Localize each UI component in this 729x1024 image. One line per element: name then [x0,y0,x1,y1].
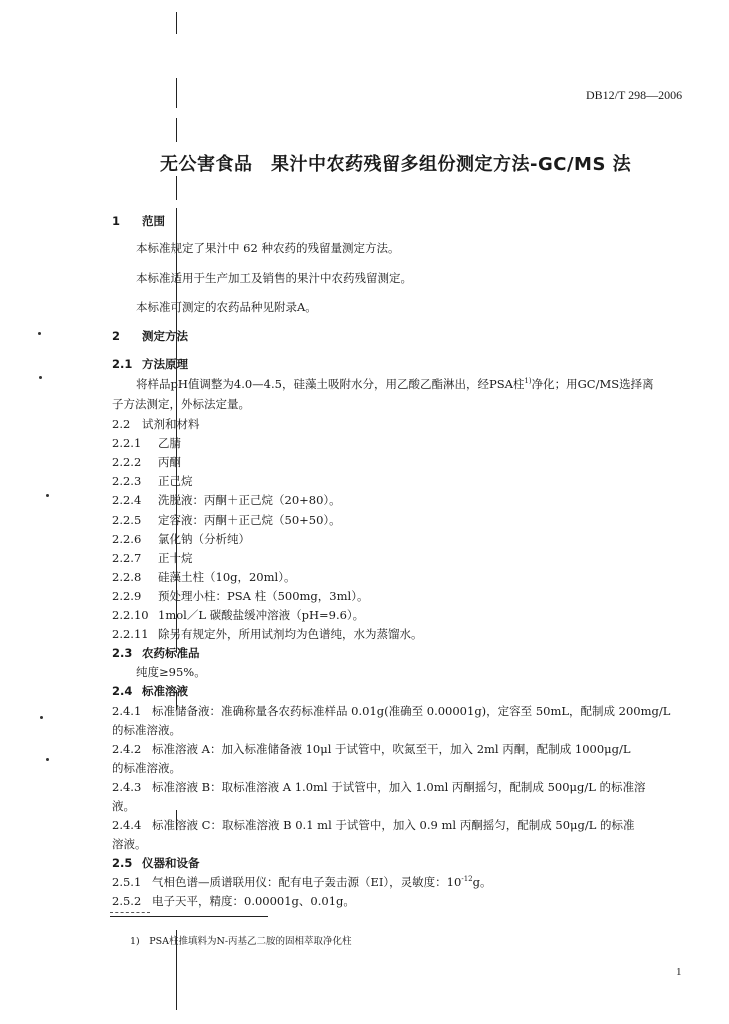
item-text: 预处理小柱：PSA 柱（500mg，3ml）。 [158,589,369,603]
list-item [112,512,341,528]
item-text: 标准溶液 A：加入标准储备液 10μl 于试管中，吹氮至干，加入 2ml 丙酮，配制成 1000μg/L [152,742,631,756]
item-number: 2.2.7 [112,551,142,565]
item-number: 2.5.2 [112,894,142,908]
scan-line [176,176,177,200]
item-text: g。 [472,875,492,889]
section-number: 2.1 [112,357,133,371]
item-number: 2.2.6 [112,532,142,546]
paragraph [136,376,654,392]
scan-speck [40,716,43,719]
item-number: 2.2.11 [112,627,149,641]
section-title: 方法原理 [142,357,188,371]
subsection-heading [112,356,188,372]
list-item [112,703,670,719]
subsection-heading [112,855,200,871]
list-item [112,626,423,642]
item-text: 乙腈 [158,436,181,450]
item-text: 正十烷 [158,551,193,565]
item-number: 2.2.2 [112,455,142,469]
scan-speck [46,758,49,761]
section-number: 2.4 [112,684,133,698]
list-item [112,569,295,585]
item-number: 2.4.4 [112,818,142,832]
item-text: 电子天平，精度：0.00001g、0.01g。 [152,894,355,908]
list-item [112,893,355,909]
section-title: 测定方法 [142,329,188,343]
paragraph: 子方法测定，外标法定量。 [112,397,250,411]
item-text: 氯化钠（分析纯） [158,532,250,546]
section-title: 试剂和材料 [142,417,200,431]
paragraph: 本标准规定了果汁中 62 种农药的残留量测定方法。 [136,241,400,255]
paragraph: 本标准适用于生产加工及销售的果汁中农药残留测定。 [136,271,412,285]
paragraph-text: 净化；用GC/MS选择离 [531,377,654,391]
list-item [112,492,341,508]
item-text: 定容液：丙酮＋正己烷（50+50）。 [158,513,341,527]
item-text: 1mol／L 碳酸盐缓冲溶液（pH=9.6）。 [158,608,365,622]
footnote: 1) PSA柱推填料为N-丙基乙二胺的固相萃取净化柱 [130,936,352,947]
scan-speck [38,332,41,335]
section-number: 2.2 [112,417,131,431]
item-text: 丙酮 [158,455,181,469]
footnote-rule-dash [110,912,150,914]
footnote-rule [110,916,268,917]
list-item-continuation: 液。 [112,799,135,813]
list-item [112,779,646,795]
list-item [112,588,368,604]
footnote-ref: 1) [524,377,532,386]
paragraph: 纯度≥95%。 [136,665,206,679]
section-number: 2.5 [112,856,133,870]
scan-speck [46,494,49,497]
section-heading [112,213,165,229]
section-number: 2 [112,329,121,343]
list-item [112,531,250,547]
item-text: 气相色谱—质谱联用仪：配有电子轰击源（EI），灵敏度：10 [152,875,462,889]
item-number: 2.4.3 [112,780,142,794]
scan-line [176,78,177,108]
subsection-heading [112,416,200,432]
list-item [112,874,491,890]
section-title: 标准溶液 [142,684,188,698]
list-item [112,473,193,489]
list-item [112,607,364,623]
item-number: 2.2.4 [112,493,142,507]
list-item [112,550,193,566]
section-title: 农药标准品 [142,646,200,660]
item-number: 2.2.3 [112,474,142,488]
section-number: 2.3 [112,646,133,660]
scan-line [176,118,177,142]
item-number: 2.2.1 [112,436,142,450]
list-item [112,741,631,757]
paragraph-text: 将样品pH值调整为4.0—4.5，硅藻土吸附水分，用乙酸乙酯淋出，经PSA柱 [136,377,525,391]
scan-speck [39,376,42,379]
document-code: DB12/T 298—2006 [586,88,683,102]
document-title: 无公害食品 果汁中农药残留多组份测定方法-GC/MS 法 [160,154,632,175]
section-title: 仪器和设备 [142,856,200,870]
section-heading [112,328,188,344]
scan-line [176,12,177,34]
subsection-heading [112,683,188,699]
list-item-continuation: 的标准溶液。 [112,723,181,737]
item-text: 正己烷 [158,474,193,488]
item-number: 2.4.1 [112,704,142,718]
paragraph: 本标准可测定的农药品种见附录A。 [136,300,317,314]
item-number: 2.5.1 [112,875,142,889]
item-number: 2.2.9 [112,589,142,603]
superscript: -12 [461,875,473,884]
list-item [112,435,181,451]
list-item-continuation: 的标准溶液。 [112,761,181,775]
item-text: 标准溶液 B：取标准溶液 A 1.0ml 于试管中，加入 1.0ml 丙酮摇匀，配制成 500μg/L 的标准溶 [152,780,646,794]
item-text: 洗脱液：丙酮＋正己烷（20+80）。 [158,493,341,507]
item-number: 2.2.8 [112,570,142,584]
page-number: 1 [676,966,682,978]
item-number: 2.2.5 [112,513,142,527]
item-text: 标准储备液：准确称量各农药标准样品 0.01g(准确至 0.00001g)，定容至 50mL，配制成 200mg/L [152,704,671,718]
item-text: 硅藻土柱（10g，20ml）。 [158,570,296,584]
section-title: 范围 [142,214,165,228]
list-item [112,817,635,833]
list-item [112,454,181,470]
list-item-continuation: 溶液。 [112,837,147,851]
item-text: 除另有规定外，所用试剂均为色谱纯，水为蒸馏水。 [158,627,423,641]
section-number: 1 [112,214,121,228]
subsection-heading [112,645,200,661]
item-number: 2.2.10 [112,608,149,622]
item-number: 2.4.2 [112,742,142,756]
item-text: 标准溶液 C：取标准溶液 B 0.1 ml 于试管中，加入 0.9 ml 丙酮摇匀，配制成 50μg/L 的标准 [152,818,635,832]
